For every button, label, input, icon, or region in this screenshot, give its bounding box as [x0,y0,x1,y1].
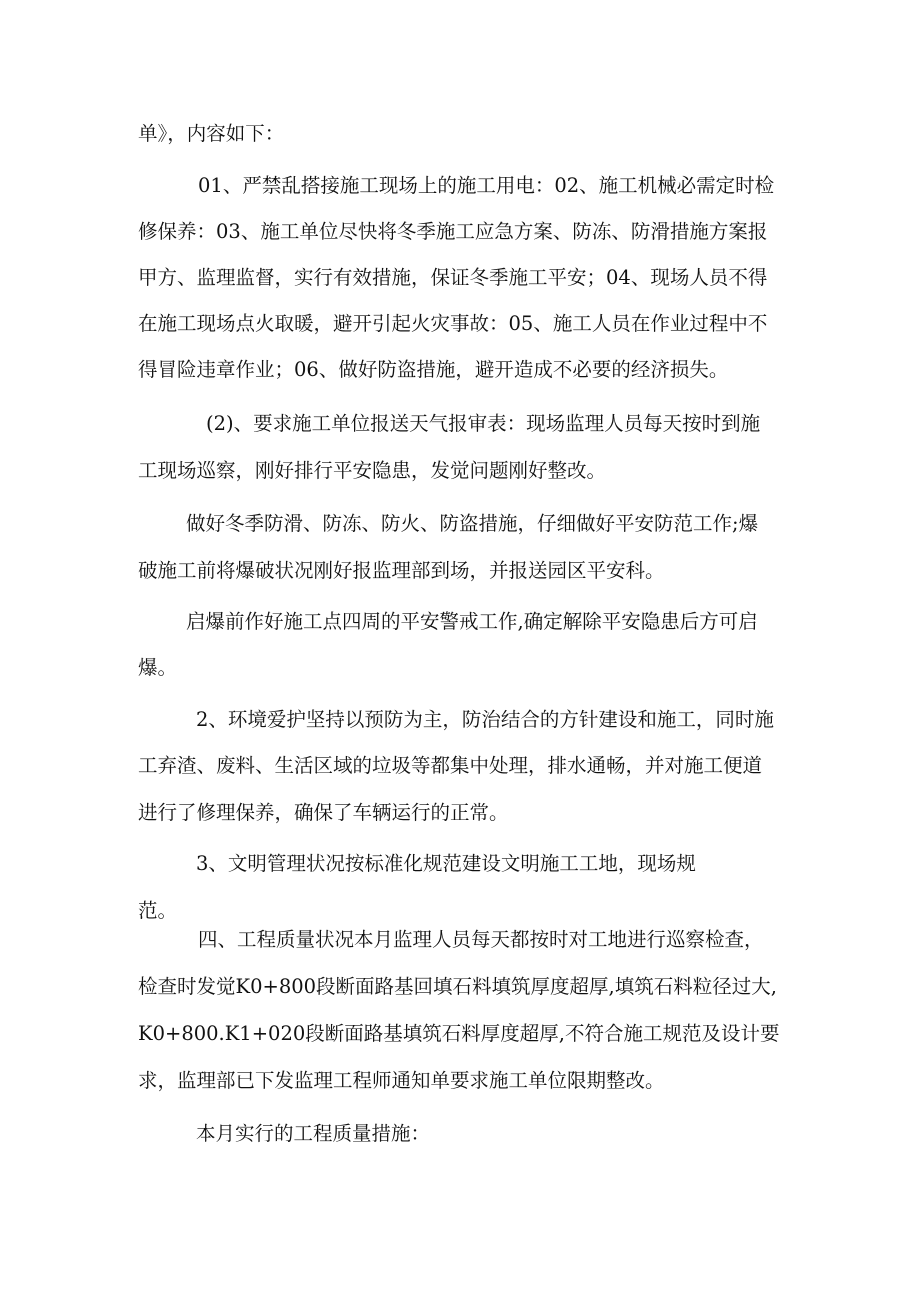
paragraph-line: 工弃渣、废料、生活区域的垃圾等都集中处理，排水通畅，并对施工便道 [138,754,763,777]
paragraph-line: 3、文明管理状况按标准化规范建设文明施工工地，现场规 [196,852,696,875]
paragraph-line: K0+800.K1+020段断面路基填筑石料厚度超厚,不符合施工规范及设计要 [138,1022,780,1045]
paragraph-line: 工现场巡察，刚好排行平安隐患，发觉问题刚好整改。 [138,459,607,482]
paragraph-line: 四、工程质量状况本月监理人员每天都按时对工地进行巡察检查， [198,928,764,951]
paragraph-line: 修保养：03、施工单位尽快将冬季施工应急方案、防冻、防滑措施方案报 [138,220,768,243]
paragraph-line: 进行了修理保养，确保了车辆运行的正常。 [138,801,509,824]
paragraph-line: 做好冬季防滑、防冻、防火、防盗措施，仔细做好平安防范工作;爆 [186,512,759,535]
paragraph-line: 检查时发觉K0+800段断面路基回填石料填筑厚度超厚,填筑石料粒径过大, [138,975,777,998]
paragraph-line: 得冒险违章作业；06、做好防盗措施，避开造成不必要的经济损失。 [138,358,729,381]
paragraph-line: 01、严禁乱搭接施工现场上的施工用电：02、施工机械必需定时检 [198,174,775,197]
paragraph-line: (2)、要求施工单位报送天气报审表：现场监理人员每天按时到施 [206,412,761,435]
paragraph-line: 破施工前将爆破状况刚好报监理部到场，并报送园区平安科。 [138,559,665,582]
paragraph-line: 本月实行的工程质量措施： [196,1122,431,1145]
paragraph-line: 2、环境爱护坚持以预防为主，防治结合的方针建设和施工，同时施 [196,708,774,731]
paragraph-line: 爆。 [138,656,178,679]
paragraph-line: 在施工现场点火取暖，避开引起火灾事故：05、施工人员在作业过程中不 [138,312,768,335]
paragraph-line: 范。 [138,899,178,922]
paragraph-line: 甲方、监理监督，实行有效措施，保证冬季施工平安；04、现场人员不得 [138,266,768,289]
paragraph-line: 单》，内容如下： [138,122,285,145]
paragraph-line: 启爆前作好施工点四周的平安警戒工作,确定解除平安隐患后方可启 [186,610,758,633]
paragraph-line: 求，监理部已下发监理工程师通知单要求施工单位限期整改。 [138,1069,665,1092]
